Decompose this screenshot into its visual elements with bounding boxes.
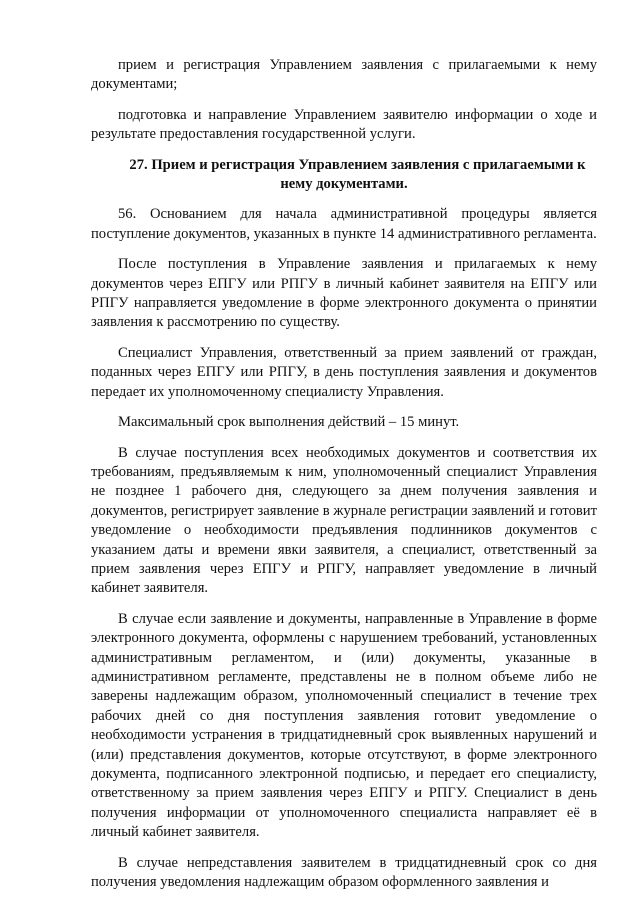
section-heading: 27. Прием и регистрация Управлением заявления с прилагаемыми к нему документами. [129, 156, 586, 193]
paragraph-violations: В случае если заявление и документы, направленные в Управление в форме электронного документа, оформлены с нарушением требований, установленных административным регламентом, и (или) документы, указанные в административном регламенте, представлены не в полном объеме либо не заверены надлежащим образом, уполномоченный специалист в течение трех рабочих дней со дня поступления заявления готовит уведомление о необходимости устранения в тридцатидневный срок выявленных нарушений и (или) представления документов, которые отсутствуют, в форме электронного документа, подписанного электронной подписью, и передает его специалисту, ответственному за прием заявления через ЕПГУ и РПГУ. Специалист в день получения информации от уполномоченного специалиста направляет её в личный кабинет заявителя. [91, 610, 597, 841]
paragraph-max-term: Максимальный срок выполнения действий – 15 минут. [118, 414, 460, 431]
paragraph-56: 56. Основанием для начала административной процедуры является поступление документов, указанных в пункте 14 административного регламента. [91, 206, 597, 242]
paragraph-information-item: подготовка и направление Управлением заявителю информации о ходе и результате предоставления государственной услуги. [91, 106, 597, 143]
paragraph-all-documents: В случае поступления всех необходимых документов и соответствия их требованиям, предъявляемым к ним, уполномоченный специалист Управления не позднее 1 рабочего дня, следующего за днем получения заявления и документов, регистрирует заявление в журнале регистрации заявлений и готовит уведомление о необходимости предъявления подлинников документов с указанием даты и времени явки заявителя, а специалист, ответственный за прием заявления через ЕПГУ и РПГУ, направляет уведомление в личный кабинет заявителя. [91, 444, 597, 597]
paragraph-non-submission: В случае непредставления заявителем в тридцатидневный срок со дня получения уведомления надлежащим образом оформленного заявления и [91, 854, 597, 891]
document-body [91, 56, 597, 902]
paragraph-specialist: Специалист Управления, ответственный за прием заявлений от граждан, поданных через ЕПГУ или РПГУ, в день поступления заявления и документов передает их уполномоченному специалисту Управления. [91, 344, 597, 400]
paragraph-after-receipt: После поступления в Управление заявления и прилагаемых к нему документов через ЕПГУ или РПГУ в личный кабинет заявителя на ЕПГУ или РПГУ направляется уведомление в форме электронного документа о принятии заявления к рассмотрению по существу. [91, 256, 597, 331]
paragraph-reception-item: прием и регистрация Управлением заявления с прилагаемыми к нему документами; [91, 57, 597, 93]
